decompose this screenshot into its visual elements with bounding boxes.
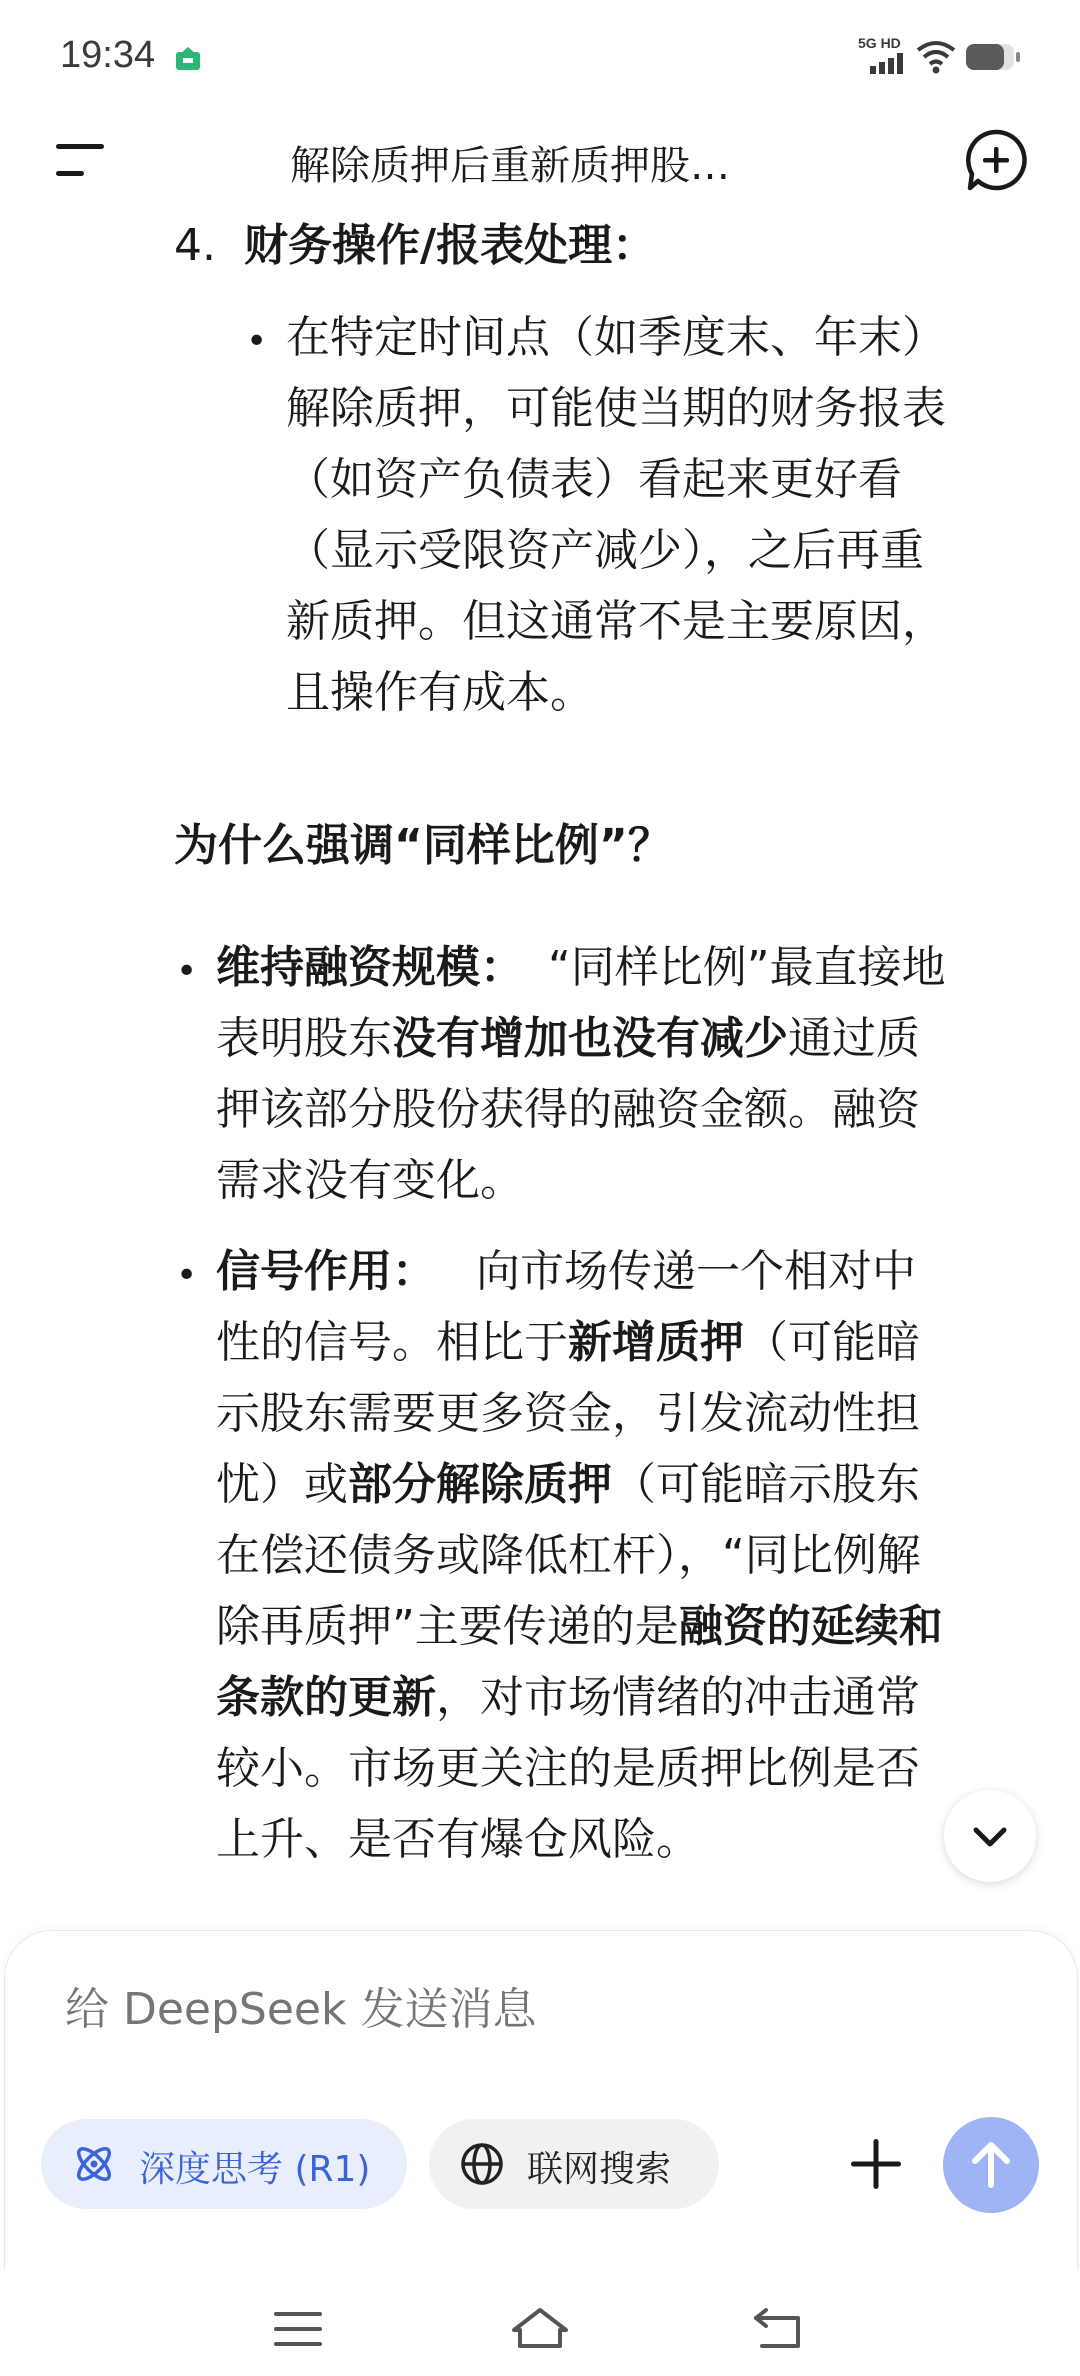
attach-plus-icon[interactable] — [841, 2129, 911, 2199]
paragraph-line — [216, 1662, 920, 1733]
paragraph-line: 需求没有变化。 — [216, 1155, 524, 1206]
wifi-icon — [916, 40, 956, 74]
bold-run: 新增质押 — [568, 1317, 744, 1368]
status-time: 19:34 — [60, 34, 156, 76]
paragraph-line — [216, 1003, 920, 1074]
text-run: 通过质 — [788, 1013, 920, 1064]
bullet-dot: • — [176, 951, 198, 992]
message-input[interactable] — [63, 1983, 827, 2036]
back-icon[interactable] — [752, 2306, 804, 2350]
paragraph-line — [216, 1591, 943, 1662]
paragraph-line: 在偿还债务或降低杠杆），“同比例解 — [216, 1530, 921, 1581]
send-button[interactable] — [943, 2117, 1039, 2213]
list-heading: 财务操作/报表处理： — [244, 220, 657, 271]
chat-title[interactable]: 解除质押后重新质押股… — [290, 143, 730, 189]
bullet-dot: • — [176, 1255, 198, 1296]
chevron-down-icon — [944, 1790, 1036, 1882]
globe-icon — [459, 2141, 505, 2187]
text-run: ，对市场情绪的冲击通常 — [436, 1672, 920, 1723]
cellular-signal-icon — [870, 52, 910, 74]
text-run: 表明股东 — [216, 1013, 392, 1064]
paragraph-line: 且操作有成本。 — [286, 667, 594, 718]
status-bar — [0, 0, 1080, 110]
home-icon[interactable] — [508, 2304, 572, 2352]
paragraph-line: （显示受限资产减少），之后再重 — [286, 525, 924, 576]
paragraph-line: （如资产负债表）看起来更好看 — [286, 454, 902, 505]
paragraph-line: 示股东需要更多资金，引发流动性担 — [216, 1388, 920, 1439]
assistant-message — [0, 210, 1080, 1910]
text-run: 除再质押”主要传递的是 — [216, 1601, 679, 1652]
bullet-label: 信号作用： — [216, 1246, 436, 1297]
paragraph-line: 较小。市场更关注的是质押比例是否 — [216, 1743, 920, 1794]
text-run: （可能暗示股东 — [612, 1459, 920, 1510]
network-type-label: 5G HD — [858, 35, 901, 51]
bold-run: 条款的更新 — [216, 1672, 436, 1723]
new-chat-icon[interactable] — [964, 128, 1028, 192]
list-number: 4. — [174, 220, 216, 271]
atom-icon — [71, 2141, 117, 2187]
paragraph-line: 在特定时间点（如季度末、年末） — [286, 312, 946, 363]
text-run: 性的信号。相比于 — [216, 1317, 568, 1368]
section-heading: 为什么强调“同样比例”？ — [174, 820, 672, 871]
arrow-up-icon — [943, 2117, 1039, 2213]
paragraph-line: 上升、是否有爆仓风险。 — [216, 1814, 700, 1865]
deep-think-toggle[interactable] — [41, 2119, 407, 2209]
paragraph-line — [216, 1236, 916, 1307]
bold-run: 部分解除质押 — [348, 1459, 612, 1510]
paragraph-line: 解除质押，可能使当期的财务报表 — [286, 383, 946, 434]
bold-run: 融资的延续和 — [678, 1601, 943, 1652]
paragraph-line — [216, 932, 946, 1003]
paragraph-line: 新质押。但这通常不是主要原因， — [286, 596, 946, 647]
green-house-notification-icon — [174, 44, 202, 72]
bullet-dot: • — [246, 321, 268, 362]
paragraph-line — [216, 1307, 920, 1378]
system-nav-bar — [0, 2270, 1080, 2376]
bullet-text: 向市场传递一个相对中 — [476, 1246, 916, 1297]
text-run: 忧）或 — [216, 1459, 348, 1510]
scroll-to-bottom-button[interactable] — [944, 1790, 1036, 1882]
bullet-text: “同样比例”最直接地 — [548, 942, 946, 993]
deep-think-label: 深度思考 (R1) — [139, 2149, 371, 2190]
chat-header — [0, 110, 1080, 210]
paragraph-line — [216, 1449, 920, 1520]
web-search-toggle[interactable] — [429, 2119, 719, 2209]
text-run: （可能暗 — [744, 1317, 920, 1368]
recent-apps-icon[interactable] — [272, 2310, 324, 2348]
web-search-label: 联网搜索 — [527, 2149, 672, 2190]
menu-icon[interactable] — [52, 138, 108, 182]
bullet-label: 维持融资规模： — [216, 942, 524, 993]
paragraph-line: 押该部分股份获得的融资金额。融资 — [216, 1084, 920, 1135]
battery-icon — [965, 42, 1021, 72]
bold-run: 没有增加也没有减少 — [392, 1013, 788, 1064]
message-composer — [4, 1930, 1078, 2272]
